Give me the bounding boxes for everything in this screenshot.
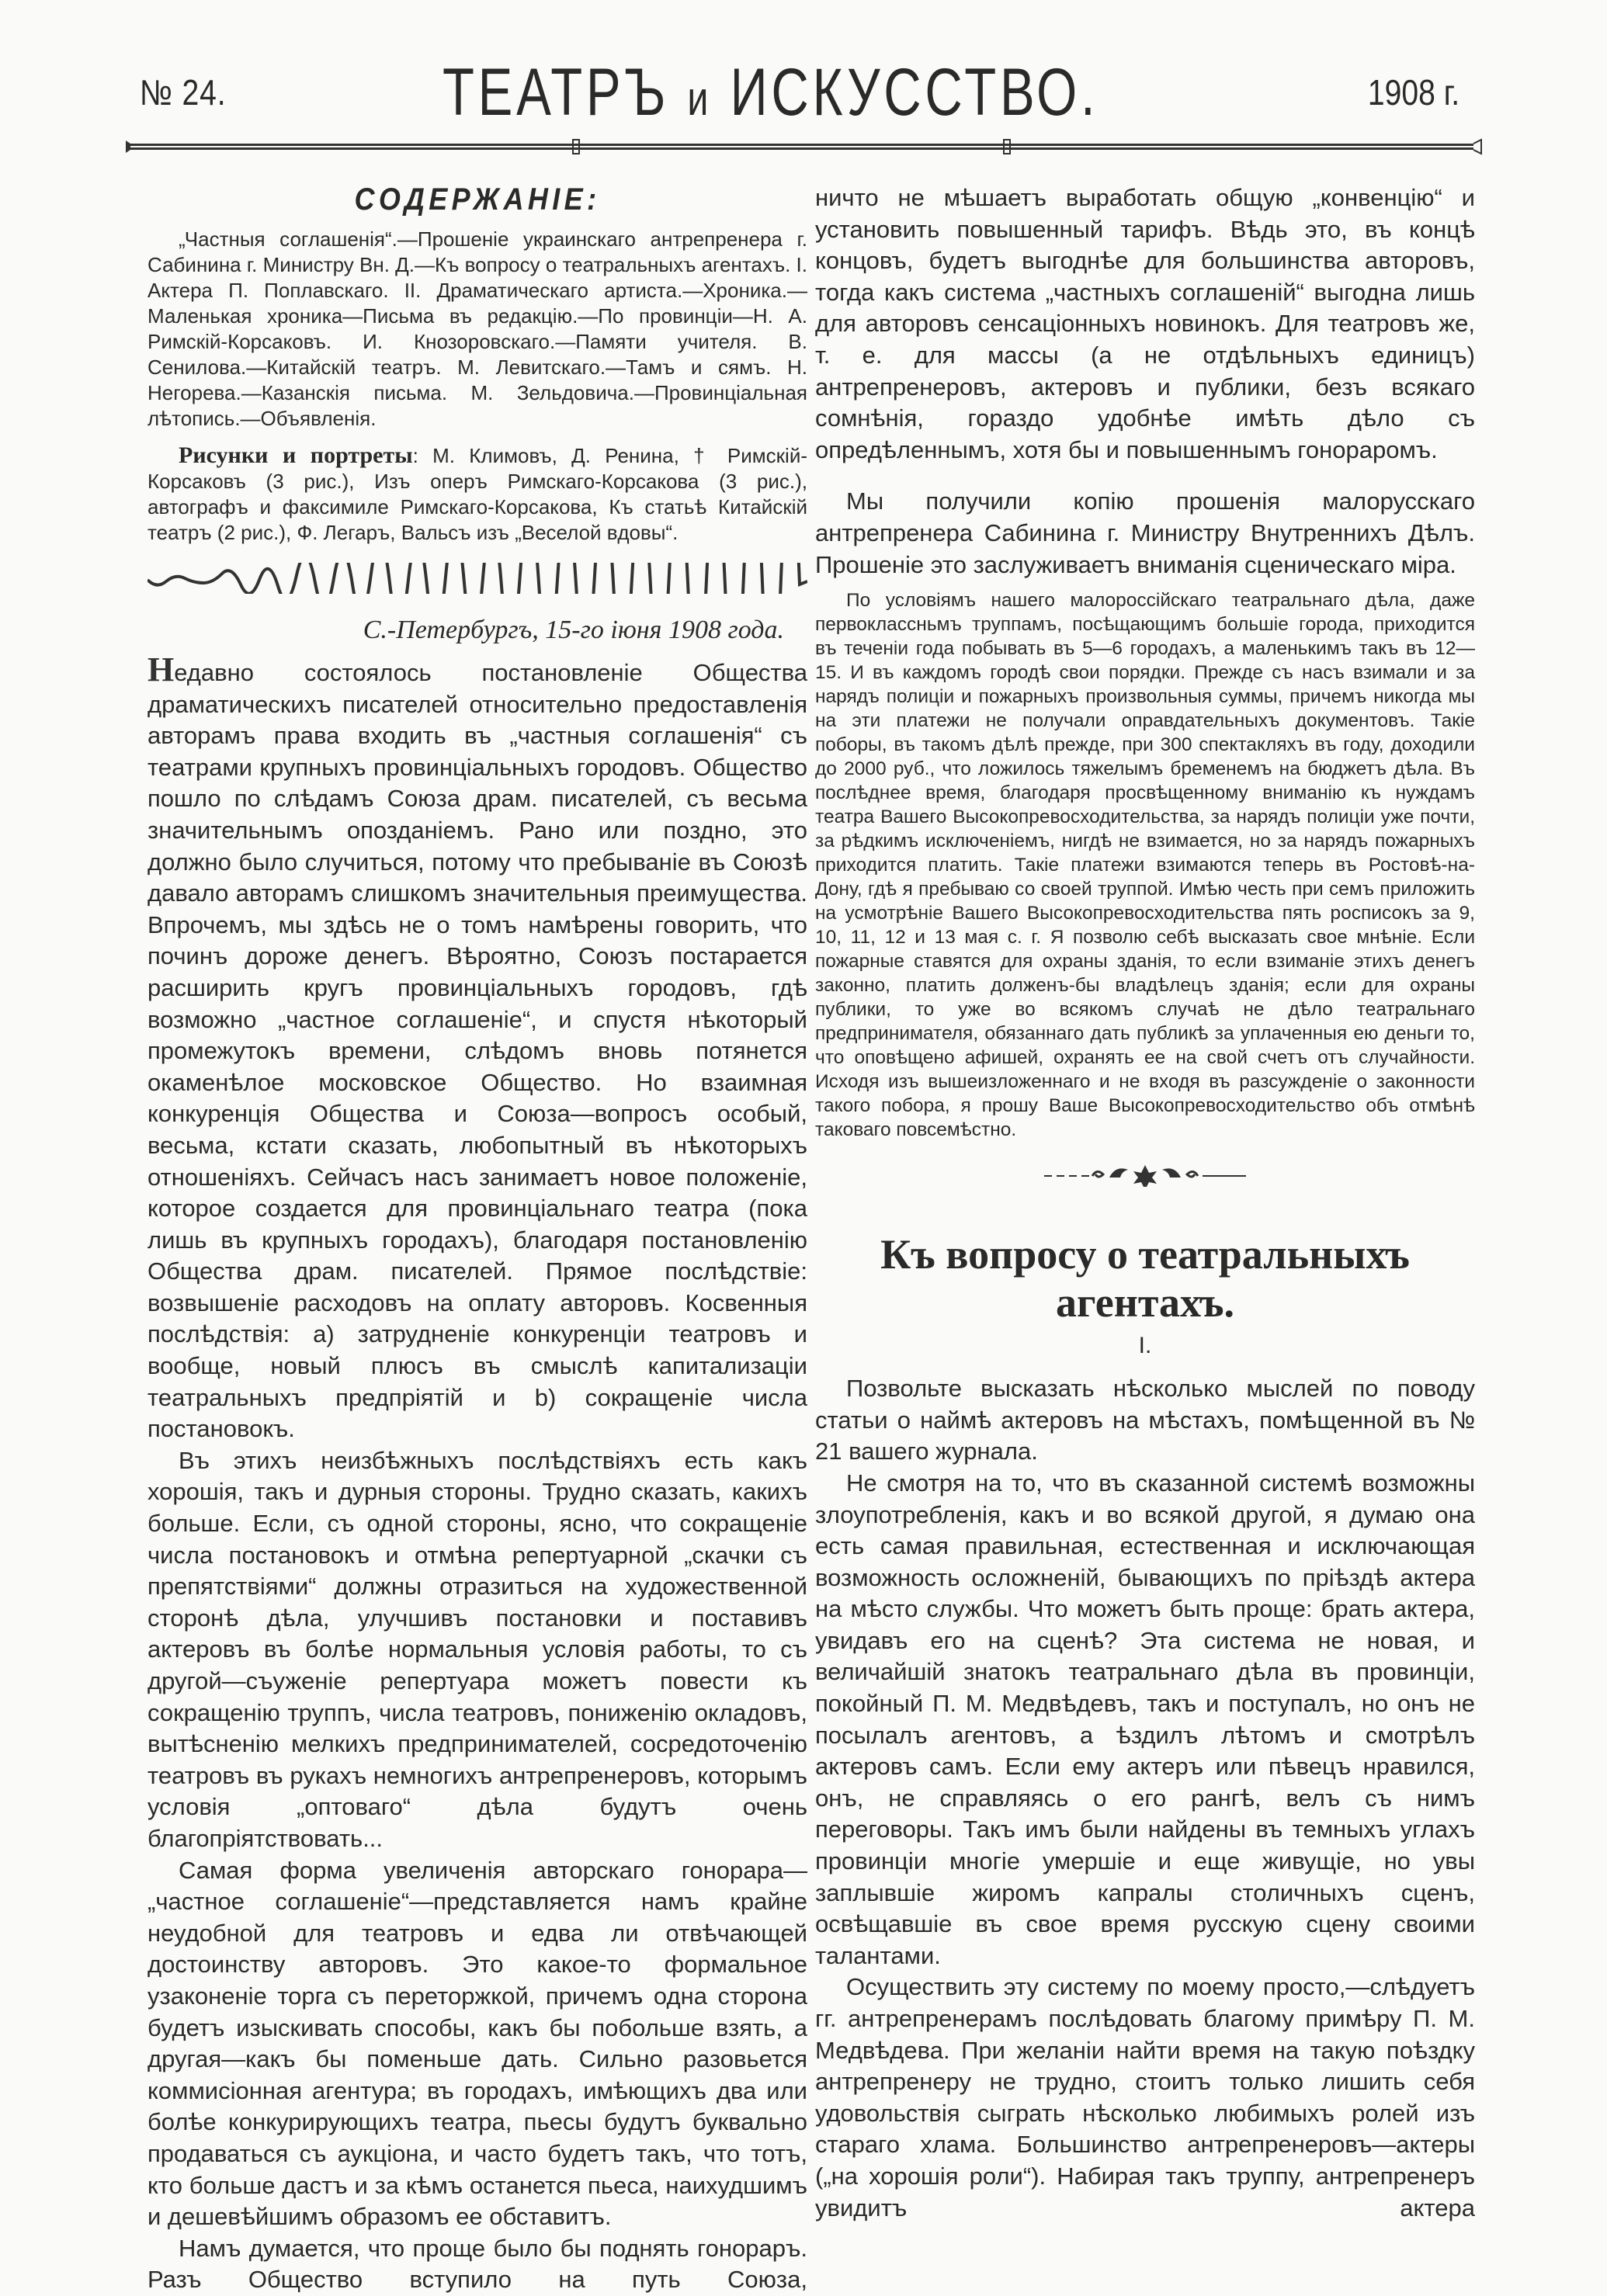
- editorial-paragraph: Недавно состоялось постановленіе Общества драматическихъ писателей относительно предоставленія авторамъ права входить въ „частныя соглашенія“ съ театрами крупныхъ провинціальныхъ городовъ. Общество пошло по слѣдамъ Союза драм. писателей, съ весьма значительнымъ опозданіемъ. Рано или поздно, это должно было случиться, потому что пребываніе въ Союзѣ давало авторамъ слишкомъ значительныя преимущества. Впрочемъ, мы здѣсь не о томъ намѣрены говорить, что починъ дороже денегъ. Вѣроятно, Союзъ постарается расширить кругъ провинціальныхъ городовъ, гдѣ возможно „частное соглашеніе“, и спустя нѣкоторый промежутокъ времени, слѣдомъ вновь потянется окаменѣлое московское Общество. Но взаимная конкуренція Общества и Союза—вопросъ особый, весьма, кстати сказать, любопытный въ нѣкоторыхъ отношеніяхъ. Сейчасъ насъ занимаетъ новое положеніе, которое создается для провинціальнаго театра (пока лишь въ крупныхъ городахъ), благодаря постановленію Общества драм. писателей. Прямое послѣдствіе: возвышеніе расходовъ на оплату авторовъ. Косвенныя послѣдствія: a) затрудненіе конкуренціи театровъ и вообще, новый плюсъ въ смыслѣ капитализаціи театральныхъ предпріятій и b) сокращеніе числа постановокъ.: [148, 650, 807, 1443]
- contents-list: „Частныя соглашенія“.—Прошеніе украинскаго антрепренера г. Сабинина г. Министру Вн. Д.—Къ вопросу о театральныхъ агентахъ. I. Актера П. Поплавскаго. II. Драматическаго артиста.—Хроника.—Маленькая хроника—Письма въ редакцію.—По провинціи—Н. А. Римскій-Корсаковъ. И. Кнозоровскаго.—Памяти учителя. В. Сенилова.—Китайскій театръ. М. Левитскаго.—Тамъ и сямъ. Н. Негорева.—Казанскія письма. М. Зельдовича.—Провинціальная лѣтопись.—Объявленія.: [148, 227, 807, 430]
- issue-year: 1908 г.: [1367, 72, 1459, 113]
- article-paragraph: Не смотря на то, что въ сказанной системѣ возможны злоупотребленія, какъ и во всякой другой, я думаю она есть самая правильная, естественная и исключающая возможность осложненій, бывающихъ по пріѣздѣ актера на мѣсто службы. Что можетъ быть проще: брать актера, увидавъ его на сценѣ? Эта система не новая, и величайшій знатокъ театральнаго дѣла въ провинціи, покойный П. М. Медвѣдевъ, такъ и поступалъ, но онъ не посылалъ агентовъ, а ѣздилъ лѣтомъ и смотрѣлъ актеровъ самъ. Если ему актеръ или пѣвецъ нравился, онъ, не справляясь о его рангѣ, велъ съ нимъ переговоры. Такъ имъ были найдены въ темныхъ углахъ провинціи многіе умершіе и еще живущіе, но увы заплывшіе жиромъ капралы столичныхъ сценъ, освѣщавшіе въ свое время русскую сцену своими талантами.: [815, 1469, 1475, 1969]
- floral-ornament-icon: [815, 1160, 1475, 1191]
- petition-intro: Мы получили копію прошенія малорусскаго антрепренера Сабинина г. Министру Внутреннихъ Дѣлъ. Прошеніе это заслуживаетъ вниманія сценическаго міра.: [815, 487, 1475, 578]
- table-of-contents: [148, 182, 807, 546]
- magazine-title: [443, 54, 1099, 131]
- petition-text: По условіямъ нашего малороссійскаго театральнаго дѣла, даже первоклассньмъ труппамъ, посѣщающимъ большіе города, приходится въ теченіи года побывать въ 5—6 городахъ, а маленькимъ такъ въ 12—15. И въ каждомъ городѣ свои порядки. Прежде съ насъ взимали и за нарядъ полиціи и пожарныхъ произвольныя суммы, причемъ никогда мы на эти платежи не получали оправдательныхъ документовъ. Такіе поборы, въ такомъ дѣлѣ прежде, при 300 спектакляхъ въ году, доходили до 2000 руб., что ложилось тяжелымъ бременемъ на бюджетъ дѣла. Въ послѣднее время, благодаря просвѣщенному вниманію къ нуждамъ театра Вашего Высокопревосходительства, за нарядъ полиціи уже почти, за рѣдкимъ исключеніемъ, нигдѣ не взимается, но за нарядъ пожарныхъ приходится платить. Такіе платежи взимаются теперь въ Ростовѣ-на-Дону, гдѣ я пребываю со своей труппой. Имѣю честь при семъ приложить на усмотрѣніе Вашего Высокопревосходительства пять росписокъ за 9, 10, 11, 12 и 13 мая с. г. Я позволю себѣ высказать свое мнѣніе. Если пожарные ставятся для охраны зданія, то если взиманіе этихъ денегъ законно, платить долженъ-бы владѣлецъ зданія; если для охраны публики, то уже во всякомъ случаѣ не дѣло театральнаго предпринимателя, обязаннаго дать публикѣ за уплаченныя ею деньги то, что оповѣщено афишей, охранять ее на свой счетъ отъ случайности. Исходя изъ вышеизложеннаго и не входя въ разсужденіе о законности такого побора, я прошу Ваше Высокопревосходительство объ отмѣнѣ таковаго повсемѣстно.: [815, 590, 1475, 1141]
- issue-number: № 24.: [140, 72, 227, 113]
- editorial-paragraph: Намъ думается, что проще было бы поднять гонораръ. Разъ Общество вступило на путь Союза,: [148, 2234, 807, 2294]
- editorial-continuation: ничто не мѣшаетъ выработать общую „конвенцію“ и установить повышенный тарифъ. Вѣдь это, въ концѣ концовъ, будетъ выгоднѣе для большинства авторовъ, тогда какъ система „частныхъ соглашеній“ выгодна лишь для авторовъ сенсаціонныхъ новинокъ. Для театровъ же, т. е. для массы (а не отдѣльныхъ единицъ) антрепренеровъ, актеровъ и публики, безъ всякаго сомнѣнія, гораздо удобнѣе имѣть дѣло съ опредѣленнымъ, хотя бы и повышеннымъ гонораромъ.: [815, 184, 1475, 463]
- title-word-teatr: ТЕАТРЪ: [443, 55, 670, 130]
- wavy-line-divider: [148, 563, 807, 594]
- article-title: Къ вопросу о театральныхъ агентахъ.: [880, 1231, 1410, 1327]
- article-part-number: I.: [1138, 1333, 1152, 1359]
- left-column: [148, 182, 807, 2296]
- masthead: [124, 54, 1506, 130]
- title-conjunction: и: [687, 72, 713, 126]
- title-word-iskusstvo: ИСКУССТВО.: [730, 55, 1099, 130]
- dateline: С.-Петербургъ, 15-го іюня 1908 года.: [363, 616, 784, 644]
- editorial-article: [148, 616, 807, 2296]
- article-paragraph: Позвольте высказать нѣсколько мыслей по поводу статьи о наймѣ актеровъ на мѣстахъ, помѣщенной въ № 21 вашего журнала.: [815, 1375, 1475, 1465]
- editorial-paragraph: Въ этихъ неизбѣжныхъ послѣдствіяхъ есть какъ хорошія, такъ и дурныя стороны. Трудно сказать, какихъ больше. Если, съ одной стороны, ясно, что сокращеніе числа постановокъ и отмѣна репертуарной „скачки съ препятствіями“ должны отразиться на художественной сторонѣ дѣла, улучшивъ постановки и поставивъ актеровъ въ болѣе нормальныя условія работы, то съ другой—съуженіе репертуара можетъ повести къ сокращенію труппъ, числа театровъ, пониженію окладовъ, вытѣсненію мелкихъ предпринимателей, сосредоточенію театровъ въ рукахъ немногихъ антрепренеровъ, которымъ условія „оптоваго“ дѣла будутъ очень благопріятствовать...: [148, 1446, 807, 1852]
- agents-article: [815, 1230, 1475, 2224]
- contents-heading: СОДЕРЖАНІЕ:: [354, 182, 601, 217]
- editorial-paragraph: Самая форма увеличенія авторскаго гонорара—„частное соглашеніе“—представляется намъ крайне неудобной для театровъ и едва ли отвѣчающей достоинству авторовъ. Это какое-то формальное узаконеніе торга съ переторжкой, причемъ одна сторона будетъ изыскивать способы, какъ бы побольше взять, а другая—какъ бы поменьше дать. Сильно разовьется коммисіонная агентура; въ городахъ, имѣющихъ два или болѣе конкурирующихъ театра, пьесы будутъ буквально продаваться съ аукціона, и часто будетъ такъ, что тотъ, кто больше дастъ и за кѣмъ останется пьеса, наихудшимъ и дешевѣйшимъ образомъ ее обставитъ.: [148, 1856, 807, 2231]
- article-paragraph: Осуществить эту систему по моему просто,—слѣдуетъ гг. антрепренерамъ послѣдовать благому примѣру П. М. Медвѣдева. При желаніи найти время на такую поѣздку антрепренеру не трудно, стоитъ только лишить себя удовольствія сыграть нѣсколько любимыхъ ролей изъ стараго хлама. Большинство антрепренеровъ—актеры („на хорошія роли“). Набирая такъ труппу, антрепренеръ увидитъ актера: [815, 1973, 1475, 2221]
- right-column: [815, 182, 1475, 2224]
- petition-section: [815, 486, 1475, 1142]
- illustrations-text: : М. Климовъ, Д. Ренина, † Римскій-Корсаковъ (3 рис.), Изъ оперъ Римскаго-Корсакова (3 рис.), автографъ и факсимиле Римскаго-Корсакова, Къ статьѣ Китайскій театръ (2 рис.), Ф. Легаръ, Вальсъ изъ „Веселой вдовы“.: [148, 444, 807, 544]
- illustrations-label: Рисунки и портреты: [179, 442, 413, 468]
- illustrations-list: [148, 442, 807, 546]
- drop-cap-ornament-icon: Н: [148, 650, 175, 688]
- masthead-rule-divider: [124, 138, 1483, 155]
